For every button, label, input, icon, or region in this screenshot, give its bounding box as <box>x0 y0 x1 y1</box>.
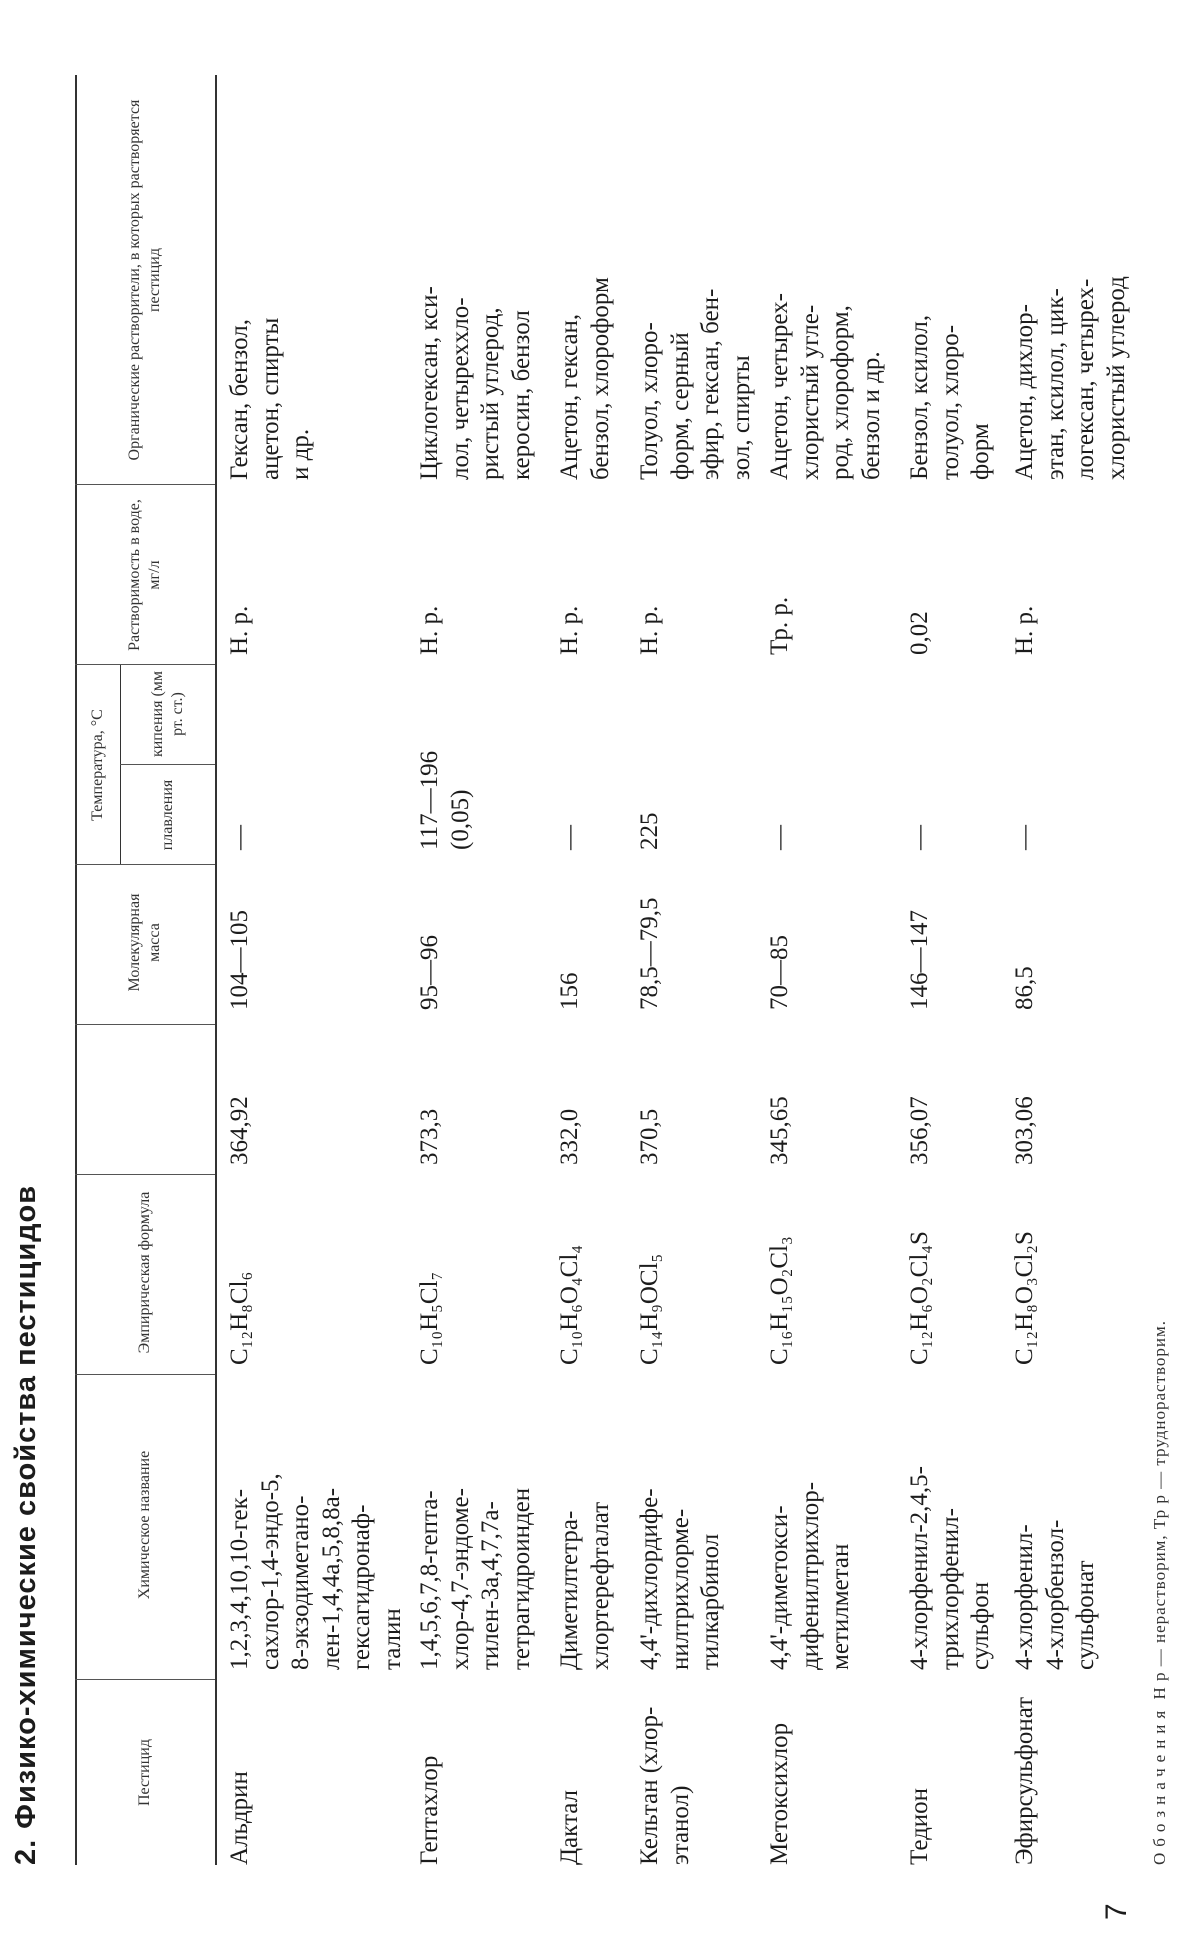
cell-boiling <box>635 670 666 850</box>
text-line: этан, ксилол, цик- <box>1041 288 1069 480</box>
text-line: бензол и др. <box>857 351 885 480</box>
cell-chemical-name <box>225 1370 408 1670</box>
header-melting: плавления <box>158 779 176 851</box>
cell-solubility: Н. р. <box>416 605 443 655</box>
cell-pesticide <box>905 1680 936 1865</box>
cell-pesticide <box>1010 1680 1041 1865</box>
text-line: Эфирсульфонат <box>1011 1696 1038 1865</box>
text-line: — <box>906 825 933 850</box>
cell-solubility: Н. р. <box>636 605 663 655</box>
cell-molecular-mass: 303,06 <box>1011 1096 1038 1165</box>
text-line: 8-экзодиметано- <box>287 1495 314 1670</box>
cell-molecular-mass: 364,92 <box>226 1096 253 1165</box>
cell-pesticide <box>415 1680 446 1865</box>
cell-molecular-mass: 370,5 <box>636 1108 663 1165</box>
text-line: трихлорфенил- <box>936 1508 964 1670</box>
text-line: 1,4,5,6,7,8-гепта- <box>416 1490 443 1670</box>
text-line: 1,2,3,4,10,10-гек- <box>226 1488 253 1670</box>
text-line: Тедион <box>906 1787 933 1865</box>
cell-molecular-mass: 332,0 <box>556 1108 583 1165</box>
text-line: — <box>556 825 583 850</box>
footnote-text: Н р — нерастворим, Тр р — труднорастворим. <box>1150 1319 1169 1700</box>
text-line: Гексан, бензол, <box>226 318 253 480</box>
cell-melting: 95—96 <box>416 935 443 1010</box>
cell-boiling <box>905 670 936 850</box>
text-line: тилен-3a,4,7,7a- <box>477 1501 504 1670</box>
cell-solvents <box>905 80 997 480</box>
text-line: логексан, четырех- <box>1072 278 1099 480</box>
footnote-label: Обозначения <box>1150 1704 1169 1865</box>
text-line: метилметан <box>827 1543 854 1670</box>
text-line: — <box>1011 825 1038 850</box>
text-line: лен-1,4,4a,5,8,8a- <box>317 1487 345 1670</box>
cell-molecular-mass: 373,3 <box>416 1108 443 1165</box>
text-line: Ацетон, четырех- <box>766 293 793 480</box>
table-number: 2. <box>10 1838 42 1865</box>
cell-chemical-name <box>1010 1370 1102 1670</box>
cell-molecular-mass: 356,07 <box>906 1096 933 1165</box>
text-line: этанол) <box>666 1785 694 1865</box>
text-line: форм, серный <box>666 332 694 480</box>
text-line: Кельтан (хлор- <box>636 1706 663 1865</box>
cell-formula: C₁₆H₁₅O₂Cl₃ <box>766 1236 793 1365</box>
text-line: форм <box>967 423 994 480</box>
text-line: — <box>766 825 793 850</box>
text-line: 4-хлорбензол- <box>1041 1519 1069 1670</box>
text-line: — <box>226 825 253 850</box>
text-line: род, хлороформ, <box>827 305 854 480</box>
cell-boiling <box>765 670 796 850</box>
cell-solubility: Н. р. <box>226 605 253 655</box>
cell-chemical-name <box>635 1370 727 1670</box>
cell-solubility: Н. р. <box>1011 605 1038 655</box>
cell-chemical-name <box>555 1370 616 1670</box>
text-line: хлор-4,7-эндоме- <box>446 1488 474 1670</box>
header-chemical-name: Химическое название <box>136 1450 153 1600</box>
cell-formula: C₁₄H₉OCl₅ <box>636 1253 663 1365</box>
text-line: Гептахлор <box>416 1755 443 1865</box>
text-line: талин <box>378 1608 406 1670</box>
table-title-text: Физико-химические свойства пестицидов <box>10 1184 42 1829</box>
cell-pesticide <box>555 1680 586 1865</box>
cell-solubility: Н. р. <box>556 605 583 655</box>
text-line: ристый углерод, <box>477 307 504 480</box>
text-line: сахлор-1,4-эндо-5, <box>256 1473 284 1670</box>
text-line: тилкарбинол <box>697 1533 724 1670</box>
cell-melting: 78,5—79,5 <box>636 897 663 1010</box>
text-line: тетрагидроинден <box>507 1487 535 1670</box>
text-line: эфир, гексан, бен- <box>697 288 724 480</box>
text-line: 4,4'-диметокси- <box>766 1505 793 1670</box>
text-line: гексагидронаф- <box>348 1504 375 1670</box>
table-header-rule <box>215 75 217 1865</box>
text-line: сульфонат <box>1072 1560 1099 1670</box>
text-line: хлористый углерод <box>1102 276 1130 480</box>
pesticide-table <box>75 75 1195 1865</box>
text-line: дифенилтрихлор- <box>796 1481 824 1670</box>
cell-solvents <box>635 80 757 480</box>
header-temperature: Температура, °С <box>88 709 106 821</box>
text-line: хлористый угле- <box>796 304 824 480</box>
cell-boiling <box>1010 670 1041 850</box>
header-formula: Эмпирическая формула <box>136 1191 153 1354</box>
header-solvents: Органические растворители, в которых растворяется пестицид <box>126 99 163 461</box>
text-line: бензол, хлороформ <box>586 277 614 480</box>
text-line: Ацетон, гексан, <box>556 313 583 480</box>
text-line: 4-хлорфенил- <box>1011 1524 1038 1670</box>
cell-molecular-mass: 345,65 <box>766 1096 793 1165</box>
footnote <box>1150 1320 1170 1865</box>
text-line: Толуол, хлоро- <box>636 322 663 480</box>
cell-pesticide <box>765 1680 796 1865</box>
cell-solvents <box>415 80 537 480</box>
cell-solvents <box>555 80 616 480</box>
text-line: 225 <box>636 812 663 850</box>
cell-melting: 70—85 <box>766 935 793 1010</box>
table-title <box>10 1185 43 1865</box>
cell-chemical-name <box>905 1370 997 1670</box>
cell-boiling <box>415 670 476 850</box>
header-molecular-mass: Молекулярная масса <box>126 893 163 992</box>
text-line: Дактал <box>556 1790 583 1865</box>
cell-formula: C₁₀H₅Cl₇ <box>416 1271 443 1365</box>
header-solubility: Растворимость в воде, мг/л <box>126 499 163 651</box>
text-line: (0,05) <box>446 789 474 850</box>
cell-melting: 104—105 <box>226 910 253 1010</box>
text-line: Альдрин <box>226 1771 253 1865</box>
text-line: сульфон <box>967 1581 994 1670</box>
text-line: зол, спирты <box>727 355 755 480</box>
cell-melting: 156 <box>556 972 583 1010</box>
text-line: лол, четыреххло- <box>446 297 474 480</box>
cell-boiling <box>555 670 586 850</box>
page-number: 7 <box>1100 1903 1133 1920</box>
text-line: керосин, бензол <box>507 310 535 480</box>
text-line: ацетон, спирты <box>256 317 284 480</box>
text-line: Диметилтетра- <box>556 1510 583 1670</box>
cell-solvents <box>225 80 317 480</box>
cell-formula: C₁₀H₆O₄Cl₄ <box>556 1245 583 1365</box>
cell-solubility: Тр. р. <box>766 596 793 655</box>
text-line: 117—196 <box>416 750 443 850</box>
text-line: Циклогексан, кси- <box>416 286 443 480</box>
text-line: толуол, хлоро- <box>936 324 964 480</box>
cell-melting: 146—147 <box>906 910 933 1010</box>
text-line: 4-хлорфенил-2,4,5- <box>906 1466 933 1670</box>
cell-formula: C₁₂H₈O₃Cl₂S <box>1011 1231 1038 1365</box>
text-line: Метоксихлор <box>766 1722 793 1865</box>
cell-boiling <box>225 670 256 850</box>
text-line: и др. <box>287 428 314 480</box>
cell-chemical-name <box>415 1370 537 1670</box>
cell-chemical-name <box>765 1370 857 1670</box>
cell-solvents <box>1010 80 1132 480</box>
text-line: нилтрихлорме- <box>666 1508 694 1670</box>
cell-pesticide <box>635 1680 696 1865</box>
text-line: хлортерефталат <box>586 1501 614 1670</box>
cell-pesticide <box>225 1680 256 1865</box>
text-line: 4,4'-дихлордифе- <box>636 1488 663 1670</box>
text-line: Ацетон, дихлор- <box>1011 304 1038 480</box>
header-pesticide: Пестицид <box>136 1739 153 1806</box>
cell-solvents <box>765 80 887 480</box>
cell-melting: 86,5 <box>1011 966 1038 1010</box>
cell-formula: C₁₂H₈Cl₆ <box>226 1271 253 1365</box>
cell-formula: C₁₂H₆O₂Cl₄S <box>906 1231 933 1365</box>
header-boiling: кипения (мм рт. ст.) <box>148 670 186 758</box>
text-line: Бензол, ксилол, <box>906 314 933 480</box>
cell-solubility: 0,02 <box>906 611 933 655</box>
col-sep <box>75 1024 215 1025</box>
